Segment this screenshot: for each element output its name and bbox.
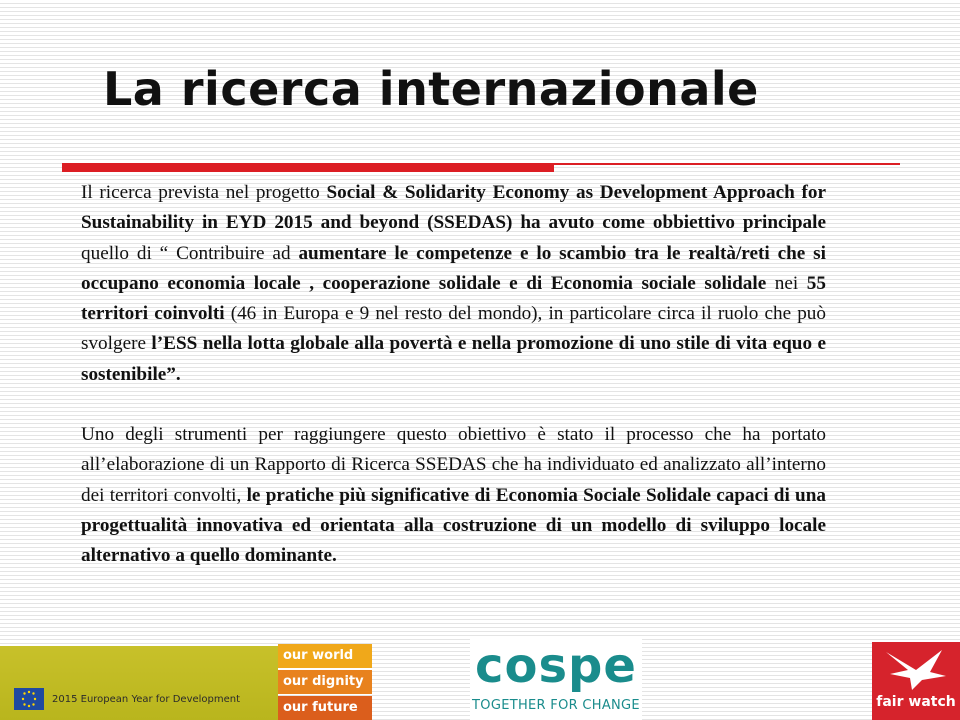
title-underline-thick: [62, 163, 554, 172]
paragraph-1: [81, 178, 826, 390]
eu-flag-icon: [14, 688, 44, 710]
cospe-wordmark: cospe: [475, 638, 637, 694]
p2-span-2: le pratiche più significative di Economia Sociale Solidale capaci di una progettualità innovativa ed orientata alla costruzione di un modello di sviluppo locale alternativo a quello dominante.: [81, 484, 826, 567]
p1-span-2: Social & Solidarity Economy as Development Approach for Sustainability in EYD 2015 and beyond (SSEDAS) ha avuto come obbiettivo principale: [81, 182, 826, 234]
eu-year-label: 2015 European Year for Development: [52, 694, 241, 705]
footer-logos: [0, 636, 960, 720]
cospe-logo: [470, 636, 642, 720]
fairwatch-wordmark: fair watch: [876, 694, 956, 710]
slogan-line-1: our world: [278, 644, 372, 668]
p1-span-3: quello di “ Contribuire ad: [81, 242, 299, 264]
p1-span-1: Il ricerca prevista nel progetto: [81, 182, 327, 203]
slogan-line-2: our dignity: [278, 670, 372, 694]
title-underline-thin: [554, 163, 900, 165]
slogan-line-3: our future: [278, 696, 372, 720]
p2-span-1: Uno degli strumenti per raggiungere questo obiettivo è stato il processo che ha portato all’elaborazione di un Rapporto di Ricerca SSEDAS che ha individuato ed analizzato all’interno dei territori convolti,: [81, 424, 826, 506]
bird-icon: [882, 646, 950, 692]
cospe-tagline: TOGETHER FOR CHANGE: [472, 698, 640, 713]
slide-title: La ricerca internazionale: [103, 62, 759, 116]
p1-span-6: 55 territori coinvolti: [81, 272, 826, 325]
slogan-logo: [278, 644, 376, 720]
p1-span-8: l’ESS nella lotta globale alla povertà e nella promozione di uno stile di vita equo e sostenibile”.: [81, 333, 826, 385]
fairwatch-logo: [872, 642, 960, 720]
p1-span-4: aumentare le competenze e lo scambio tra le realtà/reti che si occupano economia locale , cooperazione solidale e di Economia sociale solidale: [81, 242, 826, 294]
p1-span-5: nei: [766, 272, 807, 294]
eu-year-banner: [0, 646, 278, 720]
paragraph-2: [81, 420, 826, 571]
slide-body: [81, 178, 826, 572]
p1-span-7: (46 in Europa e 9 nel resto del mondo), in particolare circa il ruolo che può svolgere: [81, 303, 826, 355]
